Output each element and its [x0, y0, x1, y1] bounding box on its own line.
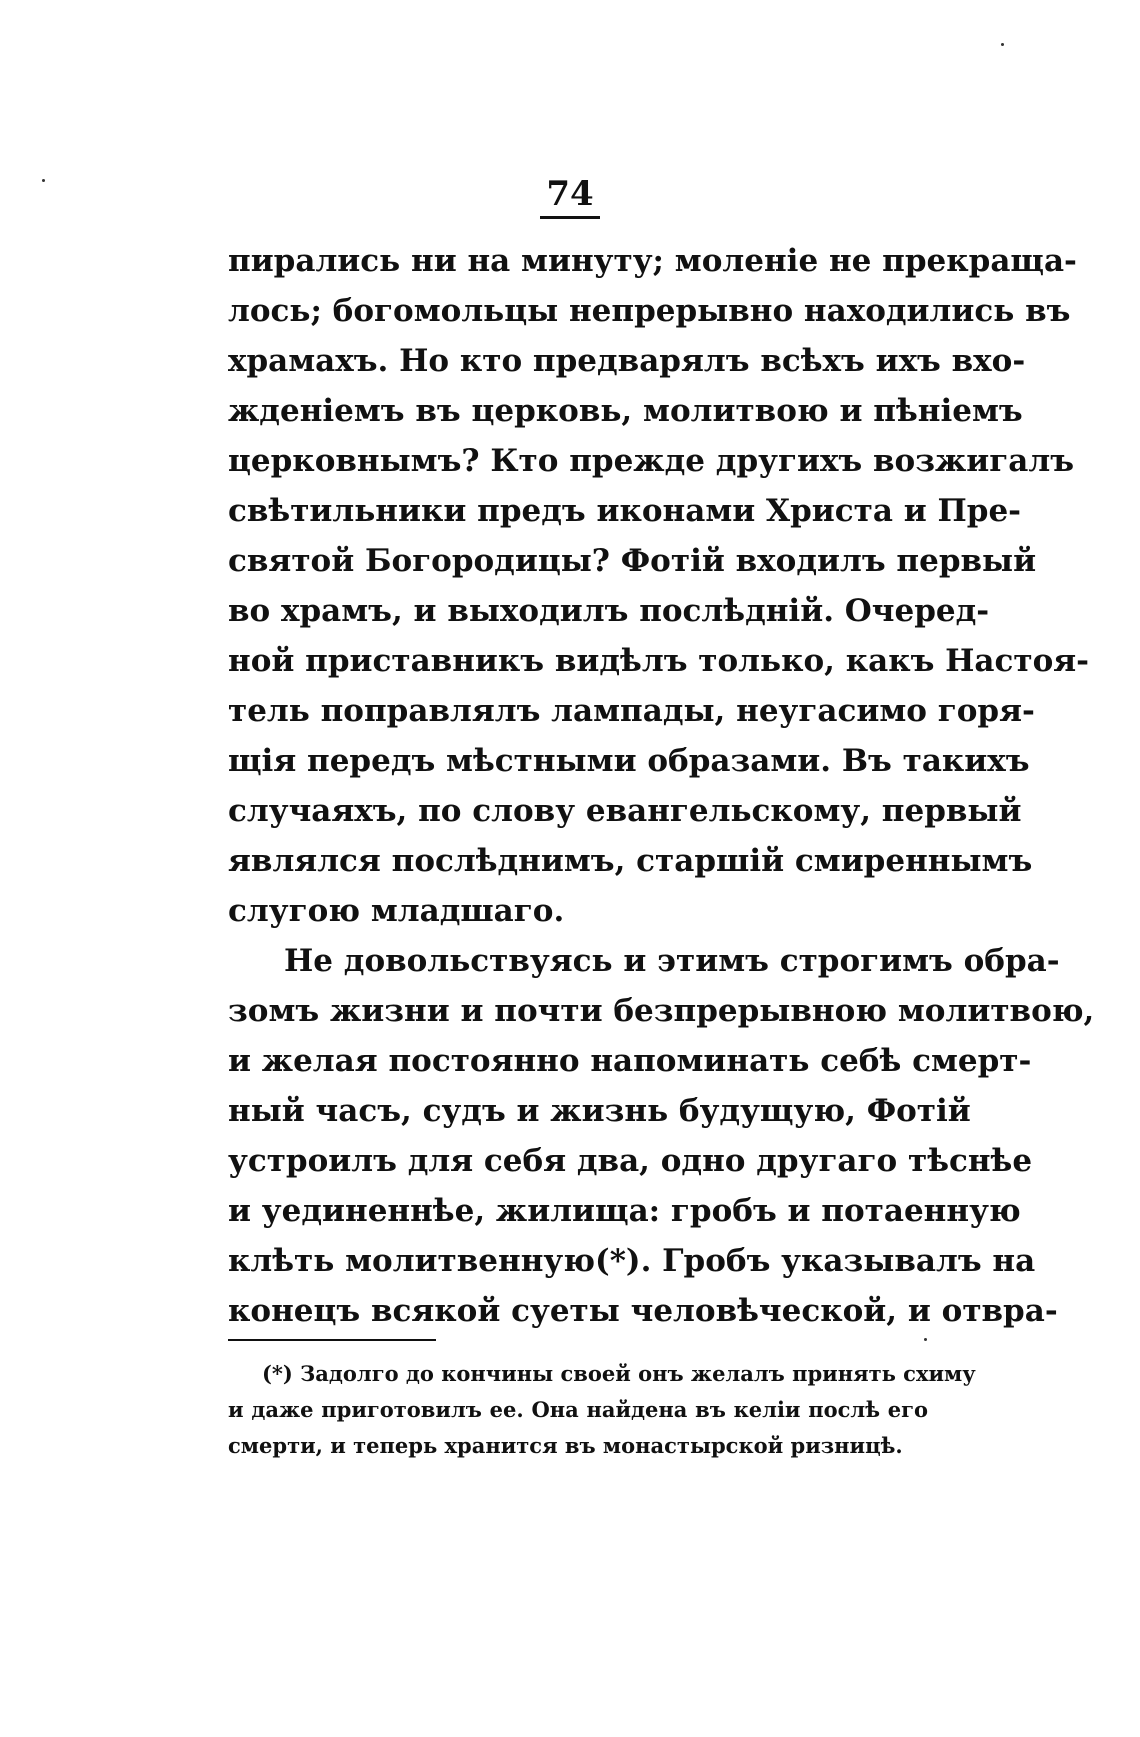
footnote-divider	[228, 1339, 436, 1341]
footnote-line: и даже приготовилъ ее. Она найдена въ келіи послѣ его	[228, 1397, 928, 1422]
text-line: святой Богородицы? Фотій входилъ первый	[228, 543, 1037, 579]
text-line: храмахъ. Но кто предварялъ всѣхъ ихъ вхо-	[228, 343, 1026, 379]
text-line: церковнымъ? Кто прежде другихъ возжигалъ	[228, 443, 1075, 479]
text-line: тель поправлялъ лампады, неугасимо горя-	[228, 693, 1035, 729]
text-line: устроилъ для себя два, одно другаго тѣснѣе	[228, 1143, 1033, 1179]
text-line: зомъ жизни и почти безпрерывною молитвою,	[228, 993, 1095, 1029]
footnote-line: смерти, и теперь хранится въ монастырской ризницѣ.	[228, 1433, 903, 1458]
text-line: свѣтильники предъ иконами Христа и Пре-	[228, 493, 1022, 529]
text-line: жденіемъ въ церковь, молитвою и пѣніемъ	[228, 393, 1023, 429]
page-number-text: 74	[540, 174, 599, 219]
footnote-line: (*) Задолго до кончины своей онъ желалъ принять схиму	[262, 1361, 976, 1386]
text-line: слугою младшаго.	[228, 893, 565, 929]
text-line: пирались ни на минуту; моленіе не прекраща-	[228, 243, 1077, 279]
page-number	[0, 174, 1140, 219]
text-line: ный часъ, судъ и жизнь будущую, Фотій	[228, 1093, 971, 1129]
scan-speck	[1001, 43, 1004, 46]
paragraph-first-line: Не довольствуясь и этимъ строгимъ обра-	[284, 943, 1060, 979]
text-line: и желая постоянно напоминать себѣ смерт-	[228, 1043, 1032, 1079]
text-line: лось; богомольцы непрерывно находились въ	[228, 293, 1071, 329]
scan-speck	[924, 1338, 927, 1341]
text-line: клѣть молитвенную(*). Гробъ указывалъ на	[228, 1243, 1036, 1279]
main-text	[228, 236, 1095, 1336]
text-line: щія передъ мѣстными образами. Въ такихъ	[228, 743, 1030, 779]
scan-speck	[42, 179, 45, 182]
text-line: и уединеннѣе, жилища: гробъ и потаенную	[228, 1193, 1021, 1229]
text-line: являлся послѣднимъ, старшій смиреннымъ	[228, 843, 1033, 879]
text-line: ной приставникъ видѣлъ только, какъ Настоя-	[228, 643, 1090, 679]
text-line: случаяхъ, по слову евангельскому, первый	[228, 793, 1022, 829]
text-line: во храмъ, и выходилъ послѣдній. Очеред-	[228, 593, 990, 629]
footnote	[228, 1356, 976, 1464]
text-line: конецъ всякой суеты человѣческой, и отвра-	[228, 1293, 1058, 1329]
